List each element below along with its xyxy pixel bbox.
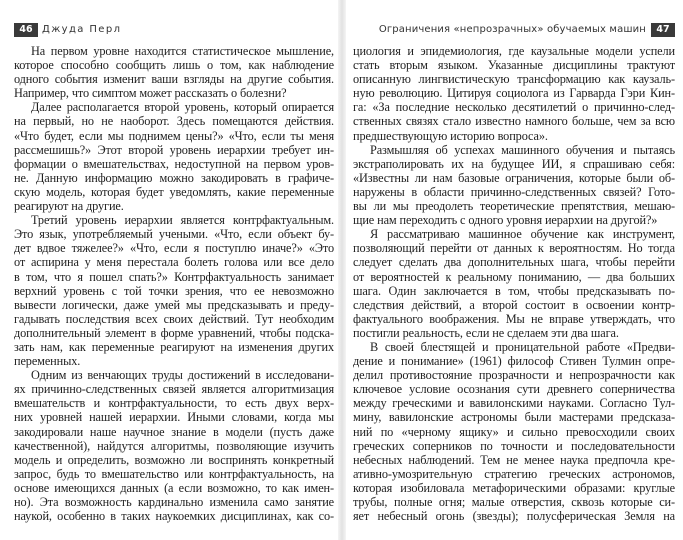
text-line: фактуального воображения. Мы не вправе утверждать, что bbox=[353, 311, 675, 326]
text-line: которая изобиловала метафорическими образами: круглые bbox=[353, 480, 675, 495]
text-line: формации о вмешательствах, недоступной на первом уров- bbox=[14, 156, 334, 171]
text-line: мину, вавилонские астрономы были мастерами предсказа- bbox=[353, 410, 675, 425]
text-line: В своей блестящей и проницательной работе «Предви- bbox=[370, 339, 675, 354]
text-line: рассмешишь?» Этот второй уровень иерархии требует ин- bbox=[14, 142, 334, 157]
text-line: яет небесный огонь (звезды); полусферическая Земля на bbox=[353, 509, 675, 524]
text-line: гадывать последствия всех своих действий. Тут необходим bbox=[14, 311, 334, 326]
text-line: наружены в области причинно-следственных связей? Гото- bbox=[353, 184, 675, 199]
text-line: зать нам, как переменные реагируют на изменения других bbox=[14, 339, 334, 354]
text-line: скую модель, которая будет уведомлять, какие переменные bbox=[14, 184, 334, 199]
text-line: запрос, будь то вмешательство или контрфактуальность, на bbox=[14, 466, 334, 481]
text-line: переменных. bbox=[14, 354, 81, 369]
text-line: «Что будет, если мы поднимем цены?» «Что, если ты меня bbox=[14, 128, 334, 143]
text-line: дет вдвое тяжелее?» «Что, если я поступлю иначе?» «Это bbox=[14, 241, 334, 256]
page-number: 47 bbox=[651, 23, 675, 37]
text-line: верхний уровень с той точки зрения, что ее невозможно bbox=[14, 283, 334, 298]
text-line: них уровней нашей иерархии. Иными словами, когда мы bbox=[14, 410, 334, 425]
text-line: ную революцию. Цитируя социолога из Гарварда Гэри Кин- bbox=[353, 86, 675, 101]
text-line: На первом уровне находится статистическое мышление, bbox=[31, 44, 334, 58]
text-line: вывести логически, даже умей мы предсказывать и преду- bbox=[14, 297, 334, 312]
text-line: Размышляя об успехах машинного обучения и пытаясь bbox=[370, 142, 675, 157]
text-line: не. Данную информацию можно закодировать в графиче- bbox=[14, 170, 334, 185]
text-line: которое способно сообщить лишь о том, как наблюдение bbox=[14, 58, 334, 73]
text-line: реагируют на другие. bbox=[14, 199, 124, 214]
left-page-header bbox=[14, 23, 334, 37]
text-line: греческих соперников по точности и последовательности bbox=[353, 438, 675, 453]
text-line: щие нам переходить с одного уровня иерархии на другой?» bbox=[353, 213, 658, 228]
text-line: «Известны ли нам базовые ограничения, которые были об- bbox=[353, 170, 675, 185]
text-line: но). Эта возможность кардинально изменила само занятие bbox=[14, 495, 334, 509]
text-line: описанную лингвистическую трансформацию как каузаль- bbox=[353, 72, 675, 87]
text-line: основе имеющихся данных (а если возможно, то как имен- bbox=[14, 480, 334, 495]
text-line: шага. Один заключается в том, чтобы предсказывать по- bbox=[353, 283, 675, 298]
text-line: ативно-умозрительную стратегию греческих астрономов, bbox=[353, 466, 675, 481]
left-page bbox=[0, 0, 340, 540]
left-page-text bbox=[14, 44, 334, 523]
running-head-author: Джуда Перл bbox=[42, 24, 122, 35]
text-line: дение и понимание» (1961) философ Стивен Тулмин опре- bbox=[353, 354, 675, 369]
text-line: делил противостояние прозрачности и непрозрачности как bbox=[353, 368, 675, 383]
text-line: трубы, полные огня; малые отверстия, сквозь которые си- bbox=[353, 495, 675, 509]
text-line: позволяющий перейти от данных к вероятностям. Но тогда bbox=[353, 241, 675, 256]
text-line: следует сделать два дополнительных шага, чтобы перейти bbox=[353, 255, 675, 270]
text-line: ключевое условие осознания сути древнего соперничества bbox=[353, 382, 675, 397]
right-page bbox=[343, 0, 683, 540]
text-line: следствия действий, а второй состоит в освоении контр- bbox=[353, 297, 675, 312]
right-page-header bbox=[351, 23, 675, 37]
text-line: циология и эпидемиология, где каузальные модели успели bbox=[353, 44, 675, 58]
text-line: вмешательств и контрфактуальности, то есть двух верх- bbox=[14, 396, 334, 411]
text-line: Например, что симптом может рассказать о болезни? bbox=[14, 86, 287, 101]
text-line: ственных связях стало известно намного больше, чем за всю bbox=[353, 114, 675, 129]
text-line: небесных наблюдений. Тем не менее наука предпочла кре- bbox=[353, 452, 675, 467]
text-line: постигли реальность, если не сделаем эти два шага. bbox=[353, 325, 619, 340]
text-line: Далее располагается второй уровень, который опирается bbox=[31, 100, 334, 115]
right-page-text bbox=[353, 44, 675, 523]
text-line: наукой, особенно в таких наукоемких дисциплинах, как со- bbox=[14, 509, 334, 524]
text-line: между греческими и вавилонскими науками. Согласно Тул- bbox=[353, 396, 675, 411]
text-line: Третий уровень иерархии является контрфактуальным. bbox=[31, 213, 334, 228]
text-line: от аспирина у меня перестала болеть голова или все дело bbox=[14, 255, 334, 270]
text-line: ний по «черному ящику» и сильно превосходили своих bbox=[353, 424, 675, 439]
text-line: вы ли мы преодолеть теоретические препятствия, мешаю- bbox=[353, 199, 675, 214]
text-line: Это язык, употребляемый учеными. «Что, если объект бу- bbox=[14, 227, 334, 242]
running-head-chapter: Ограничения «непрозрачных» обучаемых машин bbox=[378, 24, 646, 35]
text-line: закодировали наше научное знание в модели (пусть даже bbox=[14, 424, 334, 439]
text-line: предшествующую историю вопроса». bbox=[353, 128, 548, 143]
text-line: модель и определить, возможно ли воспринять конкретный bbox=[14, 452, 334, 467]
text-line: Одним из венчающих труды достижений в исследовани- bbox=[31, 368, 334, 383]
text-line: дополнительный элемент в форме уравнений, чтобы подска- bbox=[14, 325, 334, 340]
text-line: от вероятностей к реальному пониманию, — два больших bbox=[353, 269, 675, 284]
text-line: качественной), найдутся алгоритмы, позволяющие изучить bbox=[14, 438, 334, 453]
text-line: га: «За последние несколько десятилетий о причинно-след- bbox=[353, 100, 675, 115]
text-line: одного события изменит ваши взгляды на другие события. bbox=[14, 72, 334, 87]
text-line: ях причинно-следственных связей является алгоритмизация bbox=[14, 382, 334, 397]
text-line: стать вторым языком. Указанные дисциплины трактуют bbox=[353, 58, 675, 73]
text-line: на первый, но не наоборот. Здесь помещаются действия. bbox=[14, 114, 334, 129]
text-line: Я рассматриваю машинное обучение как инструмент, bbox=[370, 227, 675, 242]
text-line: экстраполировать их на будущее ИИ, я спрашиваю себя: bbox=[353, 156, 675, 171]
text-line: в том, что я пошел спать?» Контрфактуальность занимает bbox=[14, 269, 334, 284]
page-number: 46 bbox=[14, 23, 38, 37]
